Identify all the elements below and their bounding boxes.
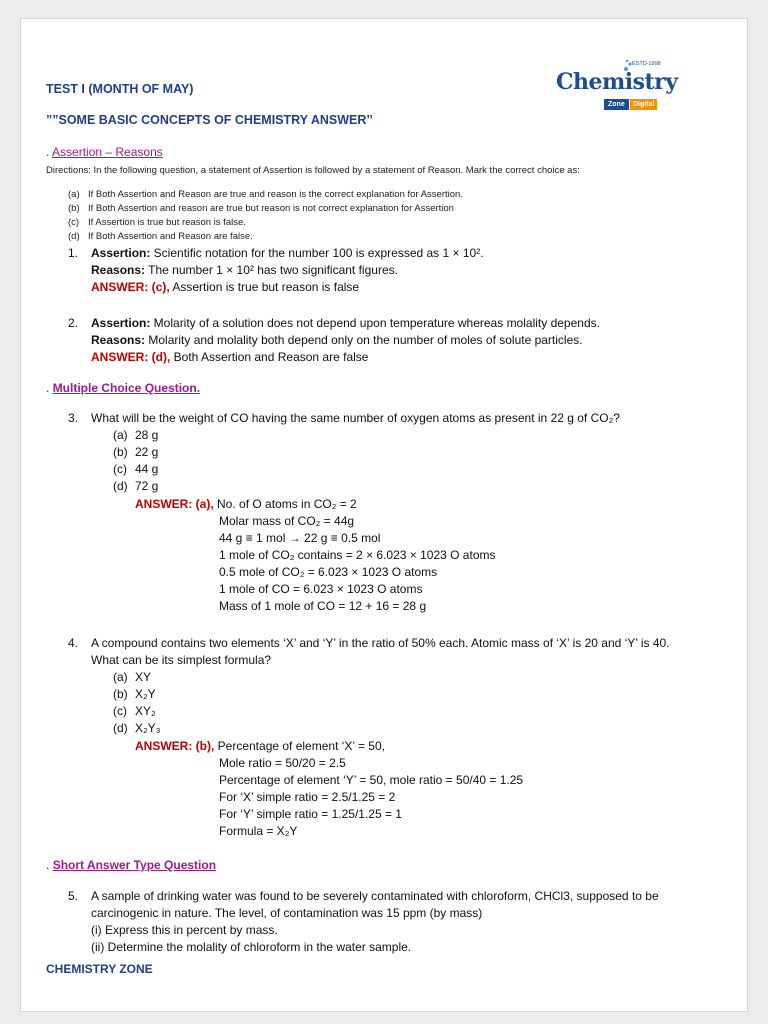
- question-1-number: 1.: [68, 246, 79, 260]
- section-short-label: Short Answer Type Question: [52, 858, 217, 872]
- choice-item: (b) If Both Assertion and reason are true but reason is not correct explanation for Assertion: [68, 203, 454, 214]
- option-item: (a) 28 g: [113, 428, 159, 442]
- option-item: (c) 44 g: [113, 462, 159, 476]
- answer-label: ANSWER: (b),: [135, 739, 215, 753]
- choice-item: (a) If Both Assertion and Reason are true and reason is the correct explanation for Assertion.: [68, 189, 463, 200]
- logo-digital: Digital: [630, 99, 657, 110]
- section-short-heading: . Short Answer Type Question: [46, 858, 217, 872]
- test-title: TEST I (MONTH OF MAY): [46, 82, 194, 96]
- choice-item: (c) If Assertion is true but reason is false.: [68, 217, 246, 228]
- option-item: (a) XY: [113, 670, 152, 684]
- option-item: (b) 22 g: [113, 445, 159, 459]
- question-1: Assertion: Scientific notation for the number 100 is expressed as 1 × 10². Reasons: The number 1 × 10² has two significant figures. ANSWER: (c), Assertion is true but reason is false: [91, 246, 484, 294]
- section-assertion-label: Assertion – Reasons: [52, 145, 163, 159]
- question-3-working: Molar mass of CO₂ = 44g 44 g ≡ 1 mol → 22 g ≡ 0.5 mol 1 mole of CO₂ contains = 2 × 6.023 × 1023 O atoms 0.5 mole of CO₂ = 6.023 × 1023 O atoms 1 mole of CO = 6.023 × 1023 O atoms Mass of 1 mole of CO = 12 + 16 = 28 g: [219, 514, 496, 613]
- option-item: (d) 72 g: [113, 479, 159, 493]
- question-2-number: 2.: [68, 316, 79, 330]
- option-item: (b) X₂Y: [113, 687, 156, 701]
- logo-estd: ESTD-1998: [632, 61, 661, 67]
- question-3-answer: ANSWER: (a), No. of O atoms in CO₂ = 2: [135, 497, 357, 511]
- document-page: [20, 18, 748, 1012]
- directions-text: Directions: In the following question, a statement of Assertion is followed by a statement of Reason. Mark the correct choice as:: [46, 165, 580, 176]
- option-item: (d) X₂Y₃: [113, 721, 161, 735]
- question-3-options: [113, 427, 158, 495]
- choice-list: [68, 188, 463, 244]
- question-3-number: 3.: [68, 411, 79, 425]
- question-4-number: 4.: [68, 636, 79, 650]
- answer-title: ””SOME BASIC CONCEPTS OF CHEMISTRY ANSWER’’: [46, 113, 373, 127]
- question-5-number: 5.: [68, 889, 79, 903]
- answer-label: ANSWER: (d),: [91, 350, 171, 364]
- section-mcq-heading: . Multiple Choice Question.: [46, 381, 201, 395]
- question-4-options: [113, 669, 161, 737]
- section-assertion-heading: [46, 145, 163, 159]
- chemistry-zone-logo: [556, 59, 678, 115]
- question-4-answer: ANSWER: (b), Percentage of element ‘X’ = 50,: [135, 739, 385, 753]
- question-5-text: A sample of drinking water was found to be severely contaminated with chloroform, CHCl3, supposed to be carcinogenic in nature. The level, of contamination was 15 ppm (by mass) (i) Express this in percent by mass. (ii) Determine the molality of chloroform in the water sample.: [91, 889, 659, 954]
- logo-zone: Zone: [604, 99, 629, 110]
- choice-item: (d) If Both Assertion and Reason are false.: [68, 231, 253, 242]
- option-item: (c) XY₂: [113, 704, 156, 718]
- section-bullet: .: [46, 145, 50, 159]
- question-3-text: What will be the weight of CO having the same number of oxygen atoms as present in 22 g of CO₂?: [91, 411, 620, 425]
- question-4-text: A compound contains two elements ‘X’ and ‘Y’ in the ratio of 50% each. Atomic mass of ‘X’ is 20 and ‘Y’ is 40. What can be its simplest formula?: [91, 636, 670, 667]
- question-4-working: Mole ratio = 50/20 = 2.5 Percentage of element ‘Y’ = 50, mole ratio = 50/40 = 1.25 For ‘X’ simple ratio = 2.5/1.25 = 2 For ‘Y’ simple ratio = 1.25/1.25 = 1 Formula = X₂Y: [219, 756, 524, 838]
- question-2: Assertion: Molarity of a solution does not depend upon temperature whereas molality depends. Reasons: Molarity and molality both depend only on the number of moles of solute particles. ANSWER: (d), Both Assertion and Reason are false: [91, 316, 600, 364]
- footer-brand: CHEMISTRY ZONE: [46, 962, 153, 976]
- answer-label: ANSWER: (a),: [135, 497, 214, 511]
- answer-label: ANSWER: (c),: [91, 280, 170, 294]
- section-mcq-label: Multiple Choice Question.: [52, 381, 201, 395]
- logo-word: Chemistry: [556, 69, 678, 95]
